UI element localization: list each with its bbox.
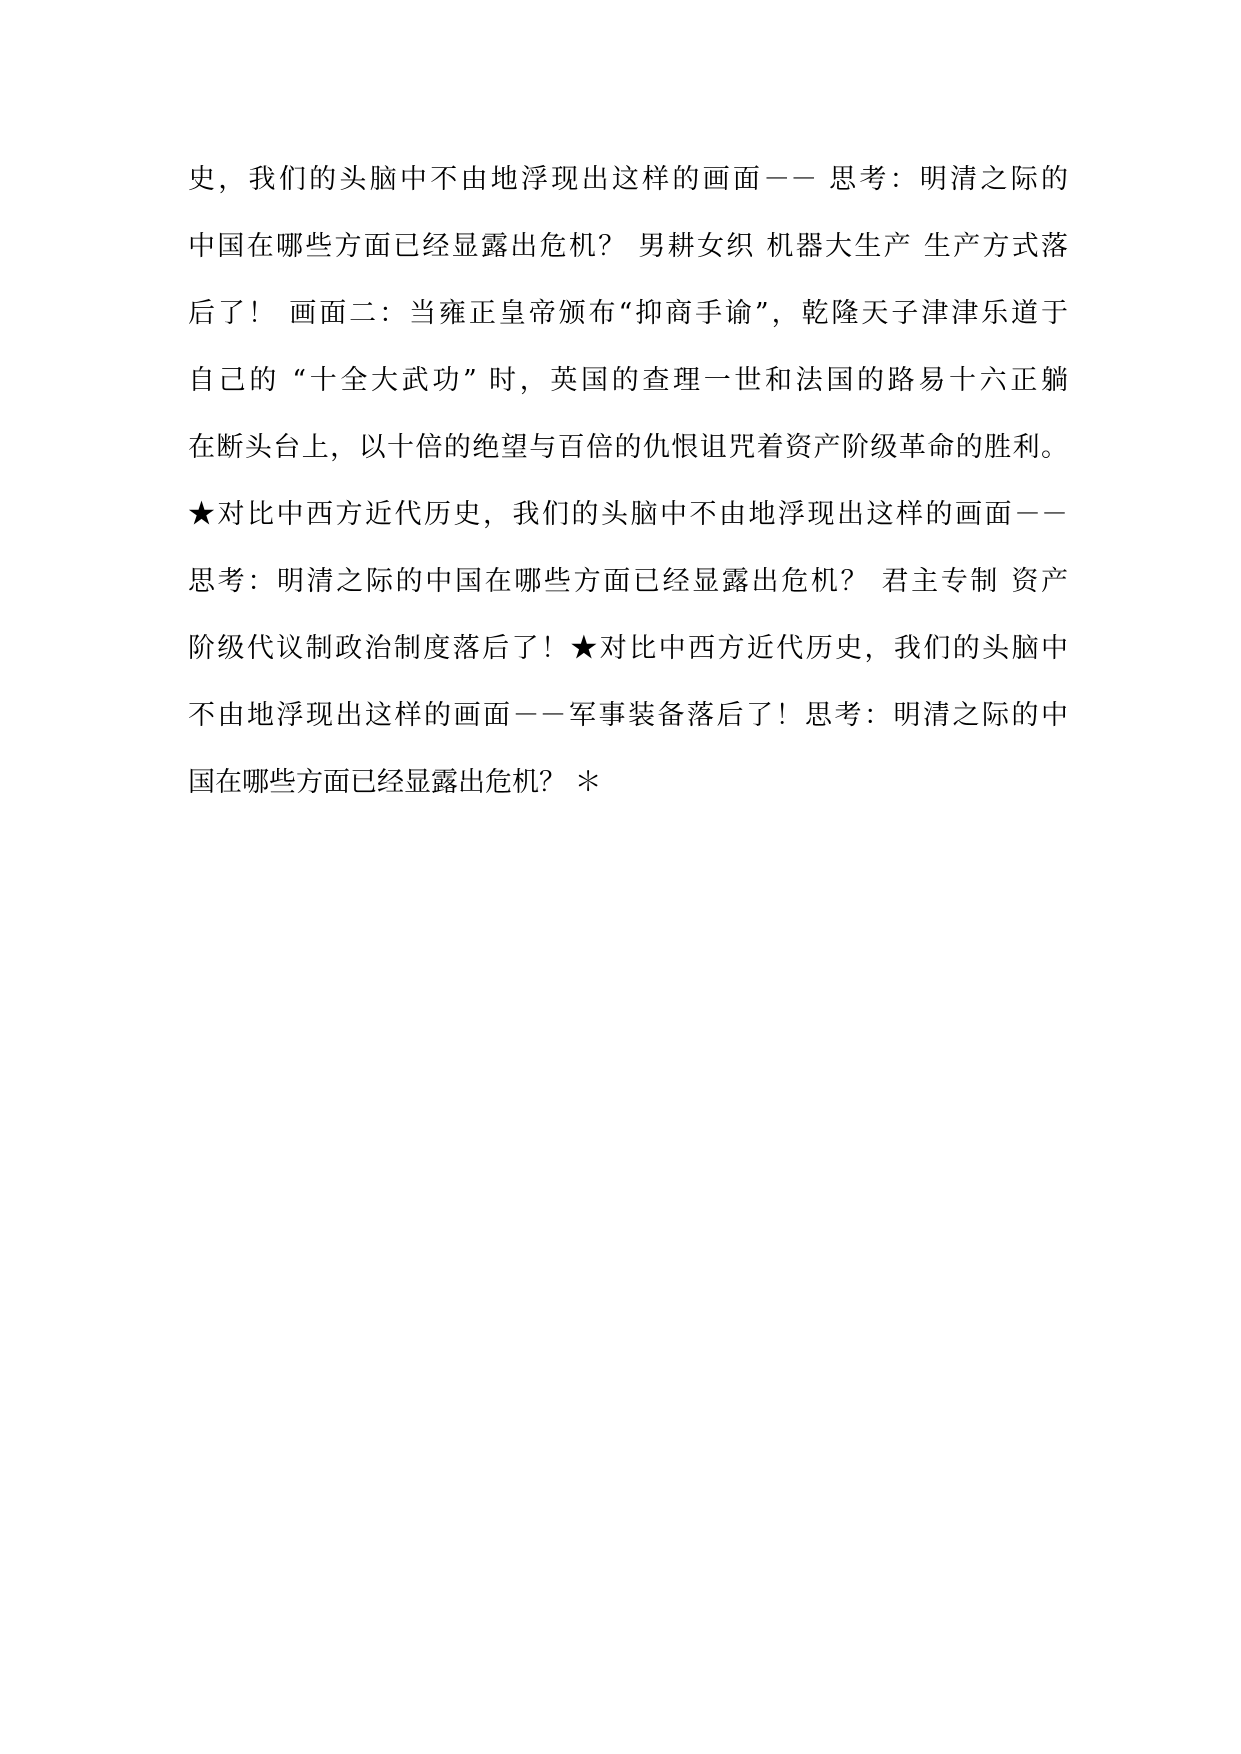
text-line-10: 国在哪些方面已经显露出危机？ ＊ bbox=[188, 767, 602, 798]
text-line-1: 史，我们的头脑中不由地浮现出这样的画面－－ 思考：明清之际的 bbox=[188, 164, 1068, 195]
text-line-3: 后了！ 画面二：当雍正皇帝颁布“抑商手谕”，乾隆天子津津乐道于 bbox=[188, 298, 1068, 329]
body-text bbox=[188, 158, 1068, 828]
text-line-2: 中国在哪些方面已经显露出危机？ 男耕女织 机器大生产 生产方式落 bbox=[188, 231, 1068, 262]
text-line-8: 阶级代议制政治制度落后了！★对比中西方近代历史，我们的头脑中 bbox=[188, 633, 1068, 664]
text-line-4: 自己的 “十全大武功” 时，英国的查理一世和法国的路易十六正躺 bbox=[188, 365, 1068, 396]
text-line-6: ★对比中西方近代历史，我们的头脑中不由地浮现出这样的画面－－ bbox=[188, 499, 1068, 530]
text-line-9: 不由地浮现出这样的画面－－军事装备落后了！思考：明清之际的中 bbox=[188, 700, 1068, 731]
text-line-5: 在断头台上，以十倍的绝望与百倍的仇恨诅咒着资产阶级革命的胜利。 bbox=[188, 432, 1068, 463]
text-line-7: 思考：明清之际的中国在哪些方面已经显露出危机？ 君主专制 资产 bbox=[188, 566, 1068, 597]
